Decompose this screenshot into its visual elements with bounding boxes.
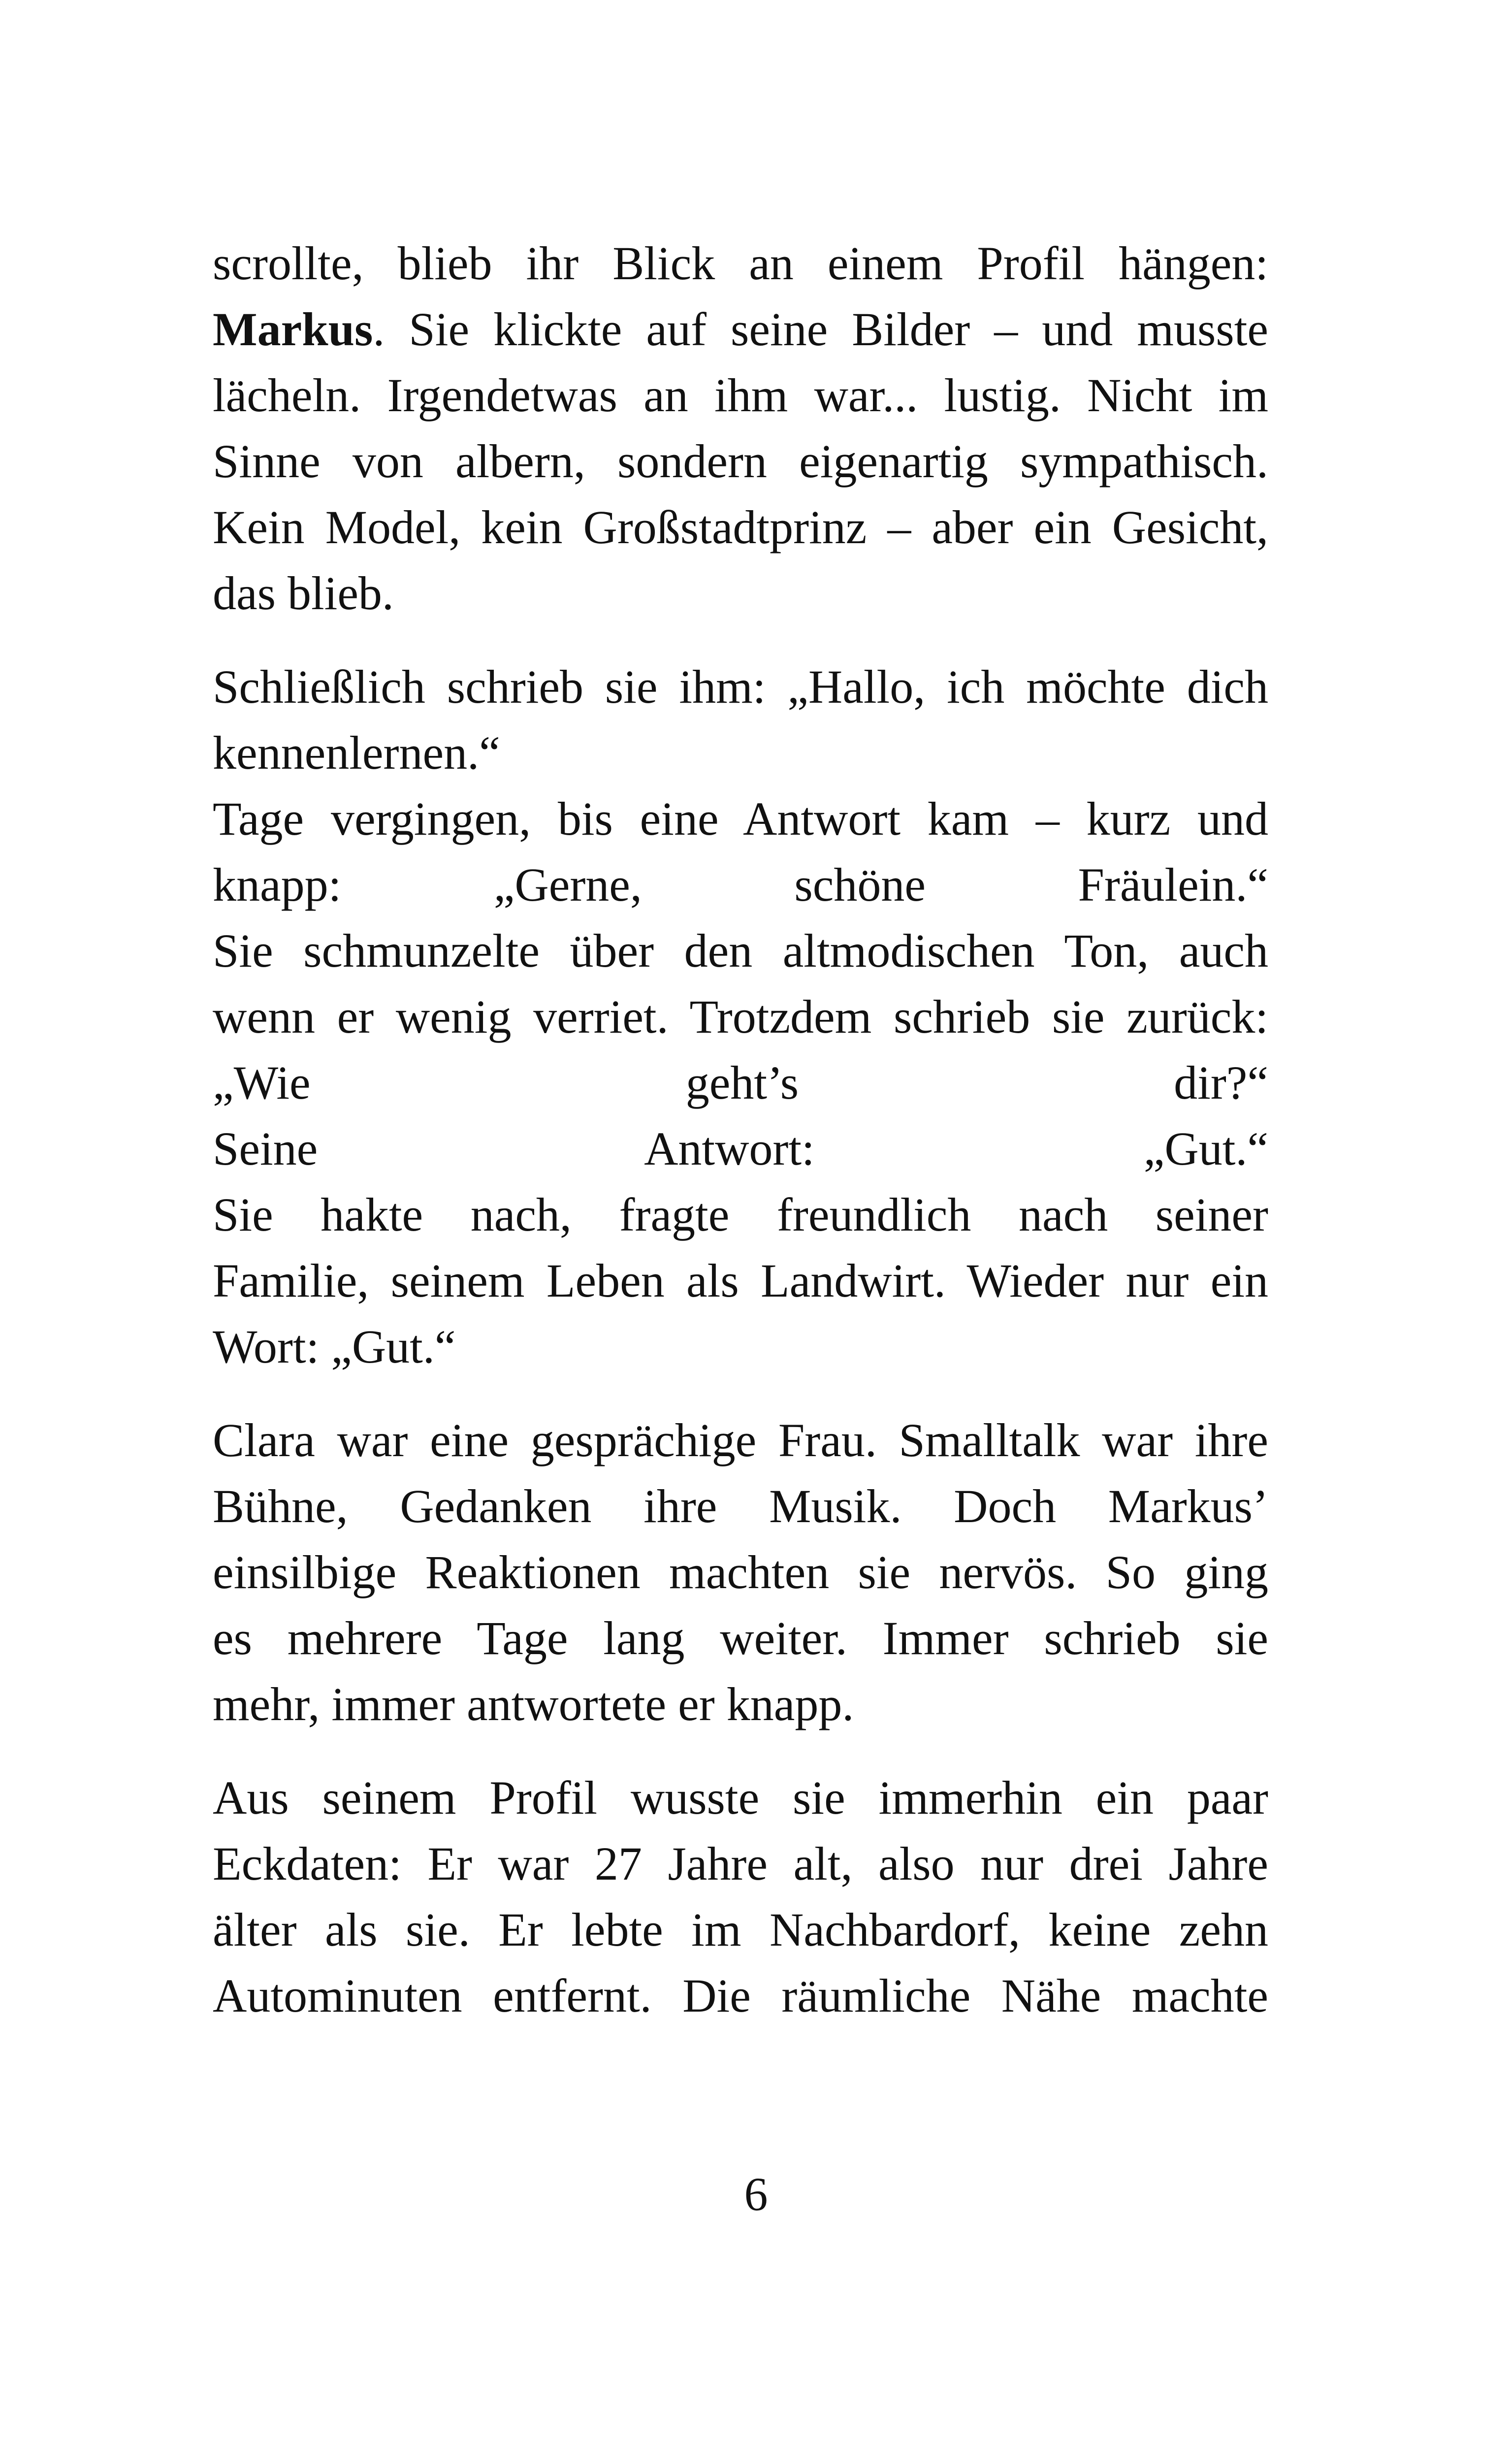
- text-line: Clara war eine gesprächige Frau. Smalltalk war ihre: [213, 1414, 1268, 1466]
- text-line: scrollte, blieb ihr Blick an einem Profil hängen:: [213, 237, 1268, 290]
- text-line: „Wie geht’s dir?“: [213, 1056, 1268, 1109]
- page-number: 6: [744, 2168, 768, 2220]
- text-line: Eckdaten: Er war 27 Jahre alt, also nur drei Jahre: [213, 1837, 1268, 1890]
- text-line: Sie schmunzelte über den altmodischen Ton, auch: [213, 924, 1268, 977]
- paragraph-gap: [213, 1737, 1268, 1765]
- text-line: einsilbige Reaktionen machten sie nervös. So ging: [213, 1546, 1268, 1598]
- text-line: Sinne von albern, sondern eigenartig sympathisch.: [213, 435, 1268, 488]
- text-line: Tage vergingen, bis eine Antwort kam – kurz und: [213, 792, 1268, 845]
- text-line: Familie, seinem Leben als Landwirt. Wieder nur ein: [213, 1254, 1268, 1307]
- text-line: knapp: „Gerne, schöne Fräulein.“: [213, 858, 1268, 911]
- text-line: Seine Antwort: „Gut.“: [213, 1122, 1268, 1175]
- text-line: das blieb.: [213, 567, 394, 619]
- body-text: [213, 230, 1268, 2029]
- text-line: Autominuten entfernt. Die räumliche Nähe machte: [213, 1969, 1268, 2022]
- text-line: Sie hakte nach, fragte freundlich nach seiner: [213, 1188, 1268, 1241]
- name-markus: Markus: [213, 303, 373, 356]
- paragraph-gap: [213, 626, 1268, 654]
- text-line: lächeln. Irgendetwas an ihm war... lustig. Nicht im: [213, 369, 1268, 422]
- text-line-rest: . Sie klickte auf seine Bilder – und musste: [373, 303, 1268, 356]
- text-line: älter als sie. Er lebte im Nachbardorf, keine zehn: [213, 1903, 1268, 1956]
- paragraph-gap: [213, 1380, 1268, 1407]
- text-line: Schließlich schrieb sie ihm: „Hallo, ich möchte dich: [213, 660, 1268, 713]
- text-line: [213, 296, 1268, 362]
- text-line: es mehrere Tage lang weiter. Immer schrieb sie: [213, 1612, 1268, 1664]
- text-line: Wort: „Gut.“: [213, 1320, 456, 1373]
- text-line: Aus seinem Profil wusste sie immerhin ein paar: [213, 1771, 1268, 1824]
- text-line: kennenlernen.“: [213, 726, 500, 779]
- text-line: Bühne, Gedanken ihre Musik. Doch Markus’: [213, 1480, 1268, 1532]
- text-line: mehr, immer antwortete er knapp.: [213, 1678, 854, 1730]
- text-line: wenn er wenig verriet. Trotzdem schrieb sie zurück:: [213, 990, 1268, 1043]
- text-line: Kein Model, kein Großstadtprinz – aber ein Gesicht,: [213, 501, 1268, 554]
